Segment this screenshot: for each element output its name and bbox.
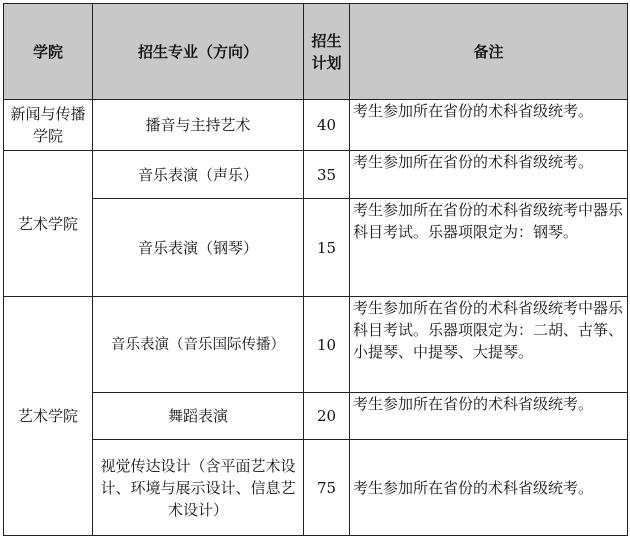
major-cell: 播音与主持艺术: [93, 100, 304, 151]
college-cell: 艺术学院: [4, 151, 93, 297]
header-plan-text: 招生计划: [311, 31, 342, 72]
major-cell: 音乐表演（音乐国际传播）: [93, 297, 304, 393]
plan-cell: 15: [304, 199, 350, 297]
table-header-row: [4, 4, 628, 100]
major-cell: 音乐表演（声乐）: [93, 151, 304, 199]
plan-cell: 20: [304, 393, 350, 440]
plan-cell: 75: [304, 440, 350, 536]
college-name: 新闻与传播学院: [10, 105, 86, 145]
table-row: [4, 151, 628, 199]
note-cell: 考生参加所在省份的术科省级统考。: [350, 440, 628, 536]
major-cell: 音乐表演（钢琴）: [93, 199, 304, 297]
plan-cell: 35: [304, 151, 350, 199]
note-cell: 考生参加所在省份的术科省级统考。: [350, 100, 628, 151]
header-note: 备注: [350, 4, 628, 100]
note-cell: 考生参加所在省份的术科省级统考。: [350, 393, 628, 440]
plan-cell: 10: [304, 297, 350, 393]
table-row: [4, 100, 628, 151]
table-row: [4, 393, 628, 440]
note-cell: 考生参加所在省份的术科省级统考。: [350, 151, 628, 199]
header-major: 招生专业（方向）: [93, 4, 304, 100]
plan-cell: 40: [304, 100, 350, 151]
major-cell: 舞蹈表演: [93, 393, 304, 440]
admission-table-container: [3, 3, 628, 536]
admission-plan-table: [3, 3, 628, 536]
note-cell: 考生参加所在省份的术科省级统考中器乐科目考试。乐器项限定为：二胡、古筝、小提琴、中提琴、大提琴。: [350, 297, 628, 393]
header-college: 学院: [4, 4, 93, 100]
table-row: [4, 297, 628, 393]
college-cell: [4, 100, 93, 151]
major-cell: 视觉传达设计（含平面艺术设计、环境与展示设计、信息艺术设计）: [93, 440, 304, 536]
header-plan: [304, 4, 350, 100]
table-row: [4, 199, 628, 297]
note-cell: 考生参加所在省份的术科省级统考中器乐科目考试。乐器项限定为：钢琴。: [350, 199, 628, 297]
table-row: [4, 440, 628, 536]
college-cell: 艺术学院: [4, 297, 93, 536]
